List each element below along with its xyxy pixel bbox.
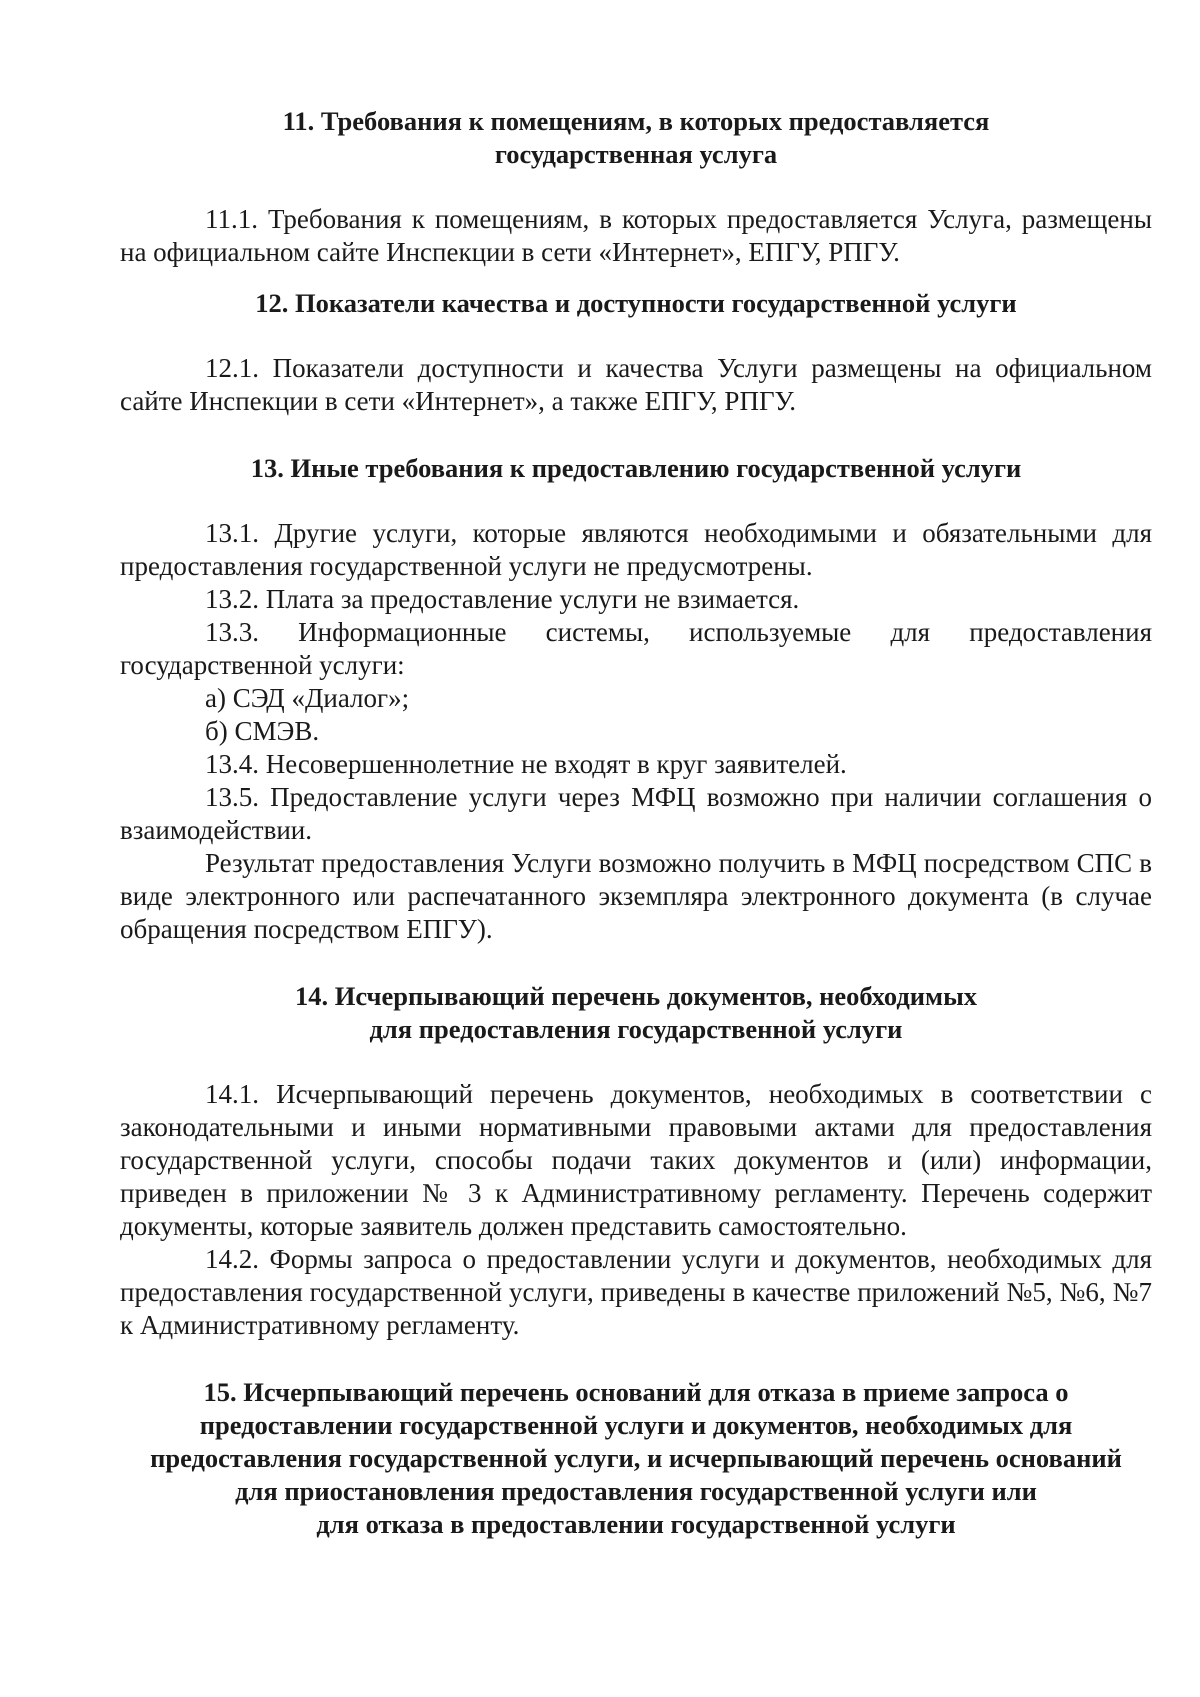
paragraph-13-3: 13.3. Информационные системы, используемые для предоставления государственной услуги:	[120, 617, 1152, 680]
section-15-heading: 15. Исчерпывающий перечень оснований для отказа в приеме запроса о предоставлении государственной услуги и документов, необходимых для предоставления государственной услуги, и исчерпывающий перечень оснований для приостановления предоставления государственной услуги или для отказа в предоставлении государственной услуги	[150, 1377, 1122, 1539]
paragraph-13-4: 13.4. Несовершеннолетние не входят в круг заявителей.	[205, 749, 847, 779]
section-14-heading: 14. Исчерпывающий перечень документов, необходимых для предоставления государственной услуги	[294, 981, 978, 1044]
paragraph-13-5: 13.5. Предоставление услуги через МФЦ возможно при наличии соглашения о взаимодействии.	[120, 782, 1152, 845]
section-11-heading: 11. Требования к помещениям, в которых предоставляется государственная услуга	[282, 106, 990, 169]
paragraph-12-1: 12.1. Показатели доступности и качества Услуги размещены на официальном сайте Инспекции в сети «Интернет», а также ЕПГУ, РПГУ.	[120, 353, 1152, 416]
document-body	[120, 105, 1152, 1541]
list-item-13-3-b: б) СМЭВ.	[205, 716, 320, 746]
paragraph-11-1: 11.1. Требования к помещениям, в которых предоставляется Услуга, размещены на официальном сайте Инспекции в сети «Интернет», ЕПГУ, РПГУ.	[120, 204, 1152, 267]
paragraph-13-result: Результат предоставления Услуги возможно получить в МФЦ посредством СПС в виде электронного или распечатанного экземпляра электронного документа (в случае обращения посредством ЕПГУ).	[120, 848, 1152, 944]
section-12-heading: 12. Показатели качества и доступности государственной услуги	[255, 288, 1017, 318]
list-item-13-3-a: а) СЭД «Диалог»;	[205, 683, 410, 713]
paragraph-13-2: 13.2. Плата за предоставление услуги не взимается.	[205, 584, 800, 614]
paragraph-14-1: 14.1. Исчерпывающий перечень документов, необходимых в соответствии с законодательными и иными нормативными правовыми актами для предоставления государственной услуги, способы подачи таких документов и (или) информации, приведен в приложении № 3 к Административному регламенту. Перечень содержит документы, которые заявитель должен представить самостоятельно.	[120, 1079, 1152, 1241]
section-13-heading: 13. Иные требования к предоставлению государственной услуги	[250, 453, 1022, 483]
paragraph-14-2: 14.2. Формы запроса о предоставлении услуги и документов, необходимых для предоставления государственной услуги, приведены в качестве приложений №5, №6, №7 к Административному регламенту.	[120, 1244, 1152, 1340]
paragraph-13-1: 13.1. Другие услуги, которые являются необходимыми и обязательными для предоставления государственной услуги не предусмотрены.	[120, 518, 1152, 581]
